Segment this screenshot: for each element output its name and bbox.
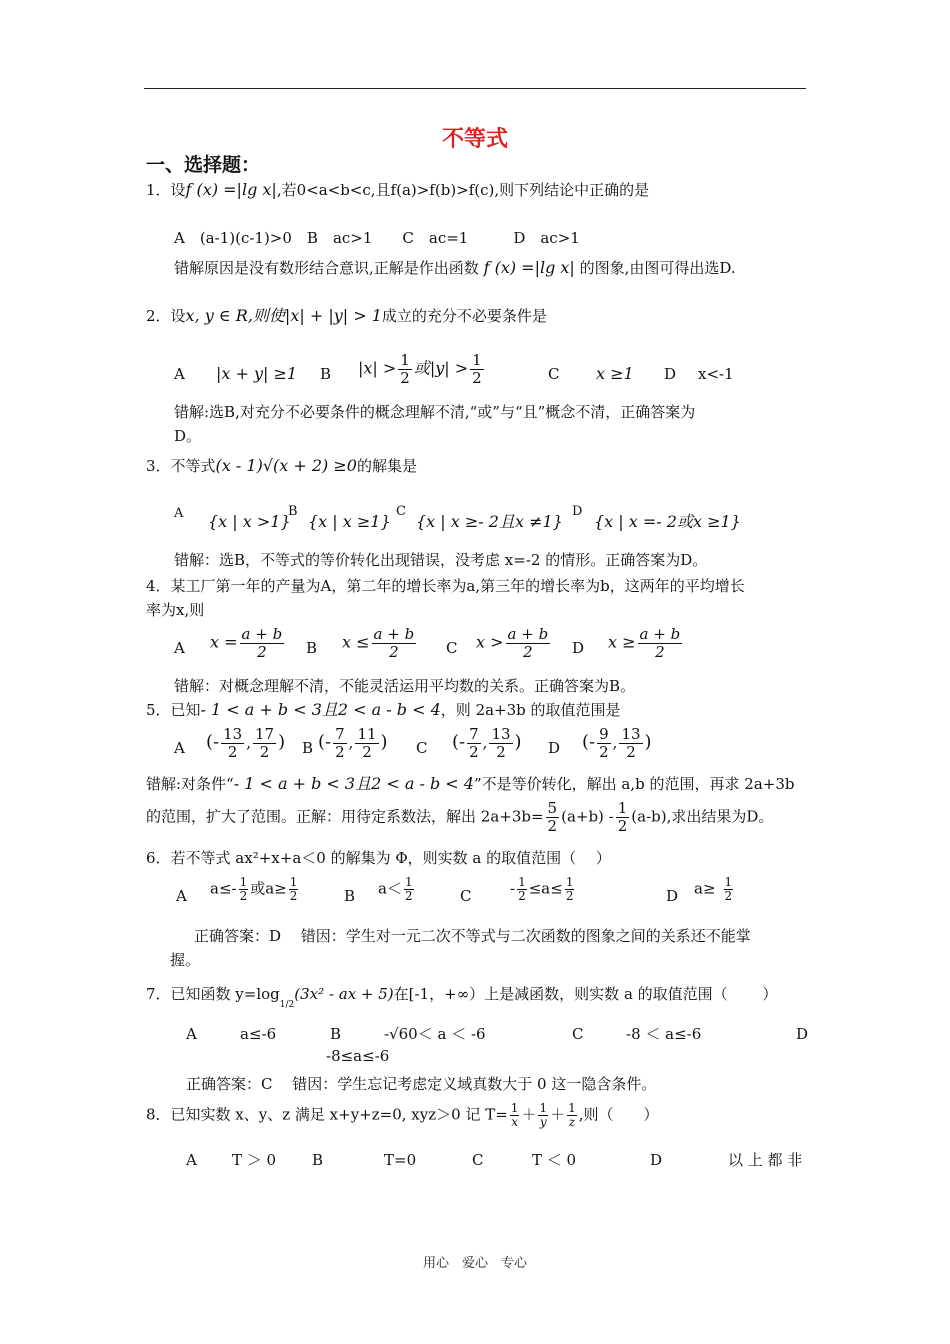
q6-option-a-label: A bbox=[176, 887, 187, 905]
q1-explanation: 错解原因是没有数形结合意识,正解是作出函数 f (x) =|lg x| 的图象,由图可得出选D. bbox=[174, 258, 736, 277]
q4-explanation: 错解：对概念理解不清，不能灵活运用平均数的关系。正确答案为B。 bbox=[174, 677, 636, 695]
q7-option-d: -8≤a≤-6 bbox=[326, 1047, 390, 1065]
q4-option-a-label: A bbox=[174, 639, 185, 657]
q6-option-d-label: D bbox=[666, 887, 679, 905]
q2-explanation-line2: D。 bbox=[174, 427, 202, 445]
q2-option-d: x<-1 bbox=[698, 365, 734, 383]
q2-option-c-label: C bbox=[548, 365, 560, 383]
q7-option-a-label: A bbox=[186, 1025, 197, 1043]
page-footer: 用心 爱心 专心 bbox=[422, 1256, 527, 1271]
q1-options: A (a-1)(c-1)>0 B ac>1 C ac=1 D ac>1 bbox=[174, 229, 580, 247]
q5-explanation-line2: 的范围，扩大了范围。正解：用待定系数法，解出 2a+3b= $\frac{5}{2}$ (a+b) - $\frac{1}{2}$ (a-b),求出结果为D。 bbox=[146, 799, 774, 835]
q5-option-a-label: A bbox=[174, 739, 185, 757]
q2-option-a-label: A bbox=[174, 365, 185, 383]
q2-option-b: |x| > $\frac{1}{2}$ 或|y| > $\frac{1}{2}$ bbox=[358, 351, 482, 387]
q3-option-b: {x | x ≥1} bbox=[308, 512, 391, 531]
q6-stem: 6．若不等式 ax²+x+a＜0 的解集为 Φ，则实数 a 的取值范围（ ） bbox=[146, 849, 611, 867]
q2-option-b-label: B bbox=[320, 365, 332, 383]
q2-option-a: |x + y| ≥1 bbox=[216, 364, 298, 383]
header-rule bbox=[144, 88, 806, 89]
q7-option-d-label: D bbox=[796, 1025, 809, 1043]
q4-stem-line1: 4．某工厂第一年的产量为A，第二年的增长率为a,第三年的增长率为b，这两年的平均增长 bbox=[146, 577, 745, 595]
q4-stem-line2: 率为x,则 bbox=[146, 601, 205, 619]
q8-option-b: T=0 bbox=[384, 1151, 417, 1169]
q3-option-c-label: C bbox=[396, 504, 406, 519]
q7-stem: 7．已知函数 $y=\log_{1/2}(3x^2$ - ax + 5)在[-1，+∞）上是减函数，则实数 a 的取值范围（ ） bbox=[146, 985, 778, 1010]
q7-option-c: -8 ＜ a≤-6 bbox=[626, 1025, 702, 1043]
q5-stem: 5．已知- 1 < a + b < 3且2 < a - b < 4，则 2a+3b 的取值范围是 bbox=[146, 700, 621, 719]
q4-option-d-label: D bbox=[572, 639, 585, 657]
q7-option-b-label: B bbox=[330, 1025, 342, 1043]
q4-option-c: x > $\frac{a + b}{2}$ bbox=[476, 625, 549, 661]
q5-option-b: (- $\frac{7}{2}$ , $\frac{11}{2}$ ) bbox=[318, 725, 388, 761]
q3-option-a: {x | x >1} bbox=[208, 512, 291, 531]
q2-explanation-line1: 错解:选B,对充分不必要条件的概念理解不清,“或”与“且”概念不清，正确答案为 bbox=[174, 403, 696, 421]
q7-option-c-label: C bbox=[572, 1025, 584, 1043]
q7-answer: 正确答案：C 错因：学生忘记考虑定义域真数大于 0 这一隐含条件。 bbox=[186, 1075, 657, 1093]
q6-option-b-label: B bbox=[344, 887, 356, 905]
q4-option-c-label: C bbox=[446, 639, 458, 657]
q8-option-d: 以 上 都 非 bbox=[728, 1151, 803, 1169]
q8-option-a: T ＞ 0 bbox=[232, 1151, 277, 1169]
q2-stem: 2．设x, y ∈ R,则使|x| + |y| > 1成立的充分不必要条件是 bbox=[146, 306, 547, 325]
q8-stem: 8．已知实数 x、y、z 满足 x+y+z=0, xyz＞0 记 T= $\frac{1}{x}$ ＋ $\frac{1}{y}$ ＋ $\frac{1}{z}$ ,则（ ） bbox=[146, 1101, 659, 1129]
q3-option-a-label: A bbox=[174, 506, 184, 521]
page-title: 不等式 bbox=[441, 127, 508, 152]
q3-option-c: {x | x ≥- 2且x ≠1} bbox=[416, 512, 563, 531]
q8-option-d-label: D bbox=[650, 1151, 663, 1169]
q4-option-d: x ≥ $\frac{a + b}{2}$ bbox=[608, 625, 681, 661]
q8-option-b-label: B bbox=[312, 1151, 324, 1169]
q4-option-a: x = $\frac{a + b}{2}$ bbox=[210, 625, 283, 661]
q5-option-c: (- $\frac{7}{2}$ , $\frac{13}{2}$ ) bbox=[452, 725, 522, 761]
q7-option-b: -√60＜ a ＜ -6 bbox=[384, 1025, 486, 1043]
q3-stem: 3．不等式(x - 1)√(x + 2) ≥0的解集是 bbox=[146, 456, 417, 475]
q5-explanation-line1: 错解:对条件“- 1 < a + b < 3且2 < a - b < 4”不是等价转化，解出 a,b 的范围，再求 2a+3b bbox=[146, 774, 795, 793]
q7-option-a: a≤-6 bbox=[240, 1025, 277, 1043]
q6-answer-line2: 握。 bbox=[170, 951, 201, 969]
q3-explanation: 错解：选B，不等式的等价转化出现错误，没考虑 x=-2 的情形。正确答案为D。 bbox=[174, 551, 708, 569]
q5-option-d: (- $\frac{9}{2}$ , $\frac{13}{2}$ ) bbox=[582, 725, 652, 761]
q2-option-d-label: D bbox=[664, 365, 677, 383]
q8-option-c: T ＜ 0 bbox=[532, 1151, 577, 1169]
q5-option-b-label: B bbox=[302, 739, 314, 757]
q6-answer-line1: 正确答案：D 错因：学生对一元二次不等式与二次函数的图象之间的关系还不能掌 bbox=[194, 927, 751, 945]
q6-option-b: a＜ $\frac{1}{2}$ bbox=[378, 875, 413, 903]
q3-option-d-label: D bbox=[572, 504, 583, 519]
q1-stem: 1．设f (x) =|lg x|,若0<a<b<c,且f(a)>f(b)>f(c),则下列结论中正确的是 bbox=[146, 180, 650, 199]
q3-option-d: {x | x =- 2或x ≥1} bbox=[594, 512, 741, 531]
q5-option-c-label: C bbox=[416, 739, 428, 757]
q6-option-c-label: C bbox=[460, 887, 472, 905]
q2-option-c: x ≥1 bbox=[596, 364, 634, 383]
q8-option-a-label: A bbox=[186, 1151, 197, 1169]
section-heading: 一、选择题： bbox=[146, 154, 261, 176]
q6-option-c: - $\frac{1}{2}$ ≤a≤ $\frac{1}{2}$ bbox=[510, 875, 574, 903]
q5-option-a: (- $\frac{13}{2}$ , $\frac{17}{2}$ ) bbox=[206, 725, 286, 761]
q6-option-a: a≤- $\frac{1}{2}$ 或a≥ $\frac{1}{2}$ bbox=[210, 875, 298, 903]
q4-option-b-label: B bbox=[306, 639, 318, 657]
q8-option-c-label: C bbox=[472, 1151, 484, 1169]
q4-option-b: x ≤ $\frac{a + b}{2}$ bbox=[342, 625, 415, 661]
q6-option-d: a≥ $\frac{1}{2}$ bbox=[694, 875, 733, 903]
q3-option-b-label: B bbox=[288, 504, 298, 519]
q5-option-d-label: D bbox=[548, 739, 561, 757]
